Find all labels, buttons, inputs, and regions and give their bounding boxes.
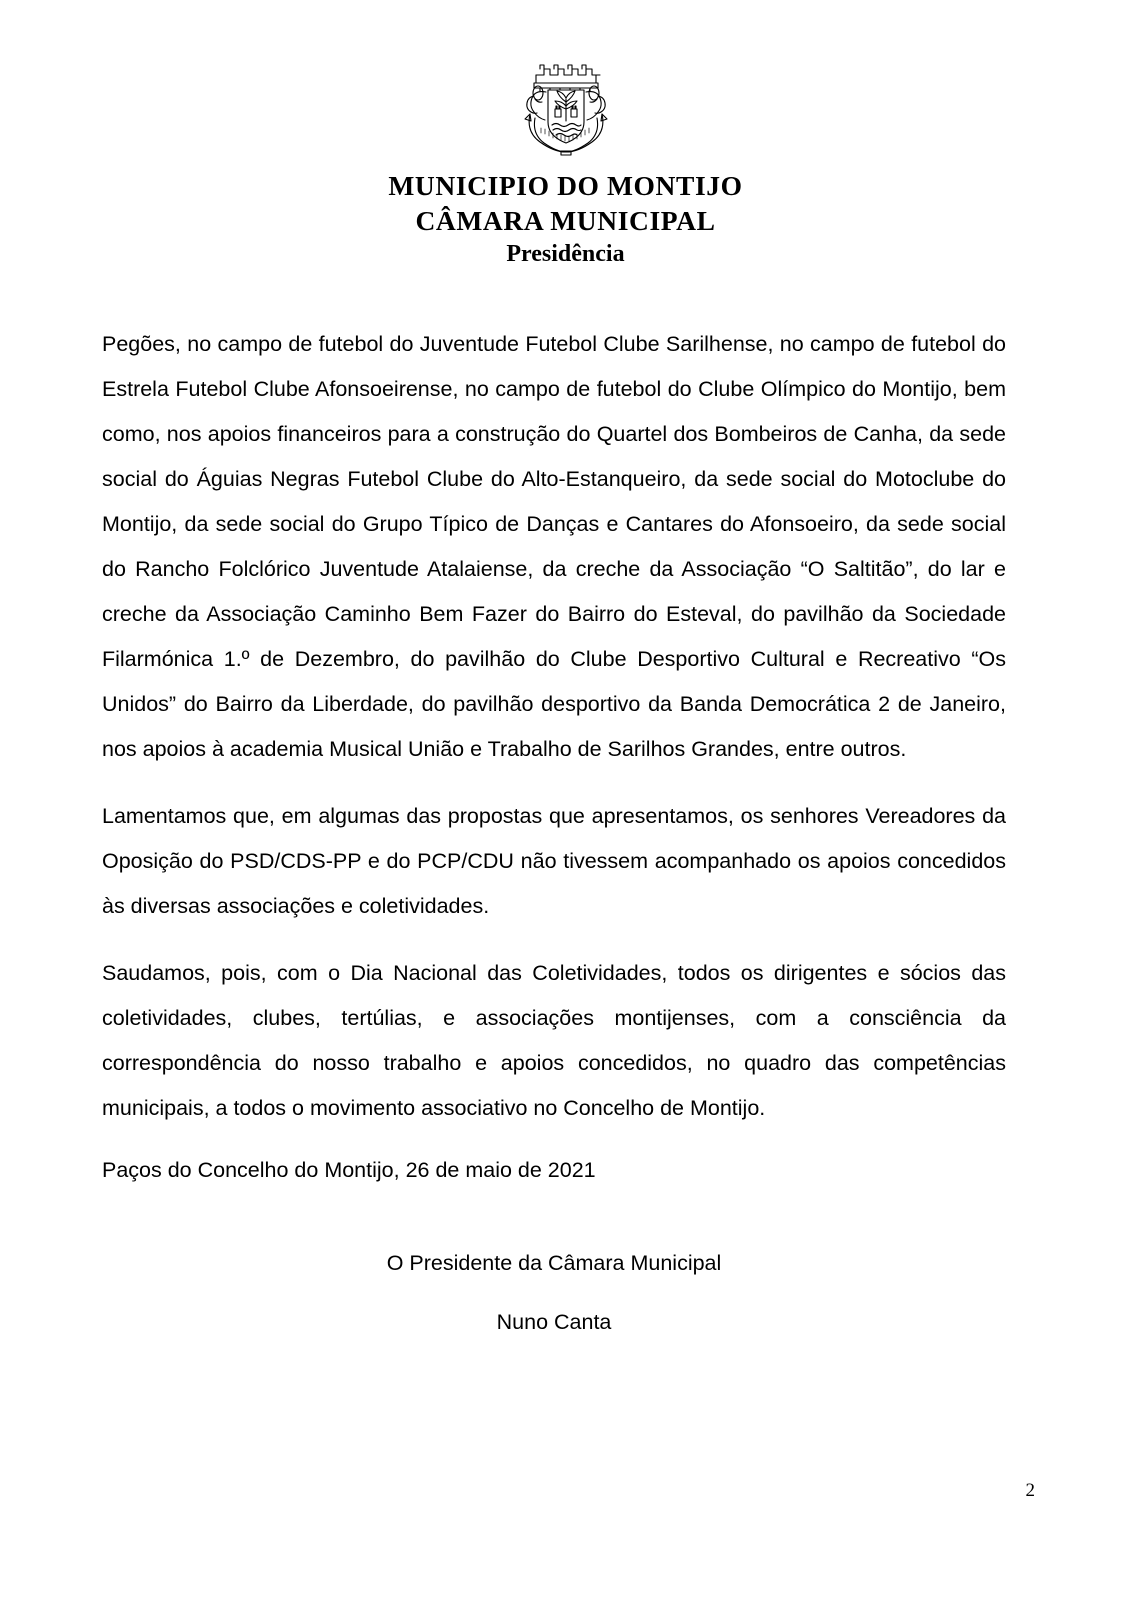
body-paragraph-2: Lamentamos que, em algumas das propostas que apresentamos, os senhores Vereadores da Oposição do PSD/CDS-PP e do PCP/CDU não tivessem acompanhado os apoios concedidos às diversas associações e coletividades. bbox=[102, 804, 1006, 918]
page-number: 2 bbox=[1025, 1480, 1035, 1501]
body-paragraph-1: Pegões, no campo de futebol do Juventude Futebol Clube Sarilhense, no campo de futebol do Estrela Futebol Clube Afonsoeirense, no campo de futebol do Clube Olímpico do Montijo, bem como, nos apoios financeiros para a construção do Quartel dos Bombeiros de Canha, da sede social do Águias Negras Futebol Clube do Alto-Estanqueiro, da sede social do Motoclube do Montijo, da sede social do Grupo Típico de Danças e Cantares do Afonsoeiro, da sede social do Rancho Folclórico Juventude Atalaiense, da creche da Associação “O Saltitão”, do lar e creche da Associação Caminho Bem Fazer do Bairro do Esteval, do pavilhão da Sociedade Filarmónica 1.º de Dezembro, do pavilhão do Clube Desportivo Cultural e Recreativo “Os Unidos” do Bairro da Liberdade, do pavilhão desportivo da Banda Democrática 2 de Janeiro, nos apoios à academia Musical União e Trabalho de Sarilhos Grandes, entre outros. bbox=[102, 332, 1006, 761]
organization-name: MUNICIPIO DO MONTIJO bbox=[388, 170, 743, 201]
letterhead bbox=[0, 52, 1131, 271]
signatory-title: O Presidente da Câmara Municipal bbox=[386, 1251, 722, 1275]
signature-block bbox=[102, 1241, 1006, 1345]
montijo-coat-of-arms-icon bbox=[510, 52, 622, 162]
signatory-name: Nuno Canta bbox=[496, 1310, 612, 1334]
body-paragraph-3: Saudamos, pois, com o Dia Nacional das Coletividades, todos os dirigentes e sócios das coletividades, clubes, tertúlias, e associações montijenses, com a consciência da correspondência do nosso trabalho e apoios concedidos, no quadro das competências municipais, a todos o movimento associativo no Concelho de Montijo. bbox=[102, 961, 1006, 1120]
organization-subtitle: CÂMARA MUNICIPAL bbox=[415, 205, 716, 237]
document-body bbox=[102, 322, 1006, 1131]
dateline: Paços do Concelho do Montijo, 26 de maio de 2021 bbox=[102, 1158, 596, 1182]
organization-department: Presidência bbox=[506, 241, 625, 268]
